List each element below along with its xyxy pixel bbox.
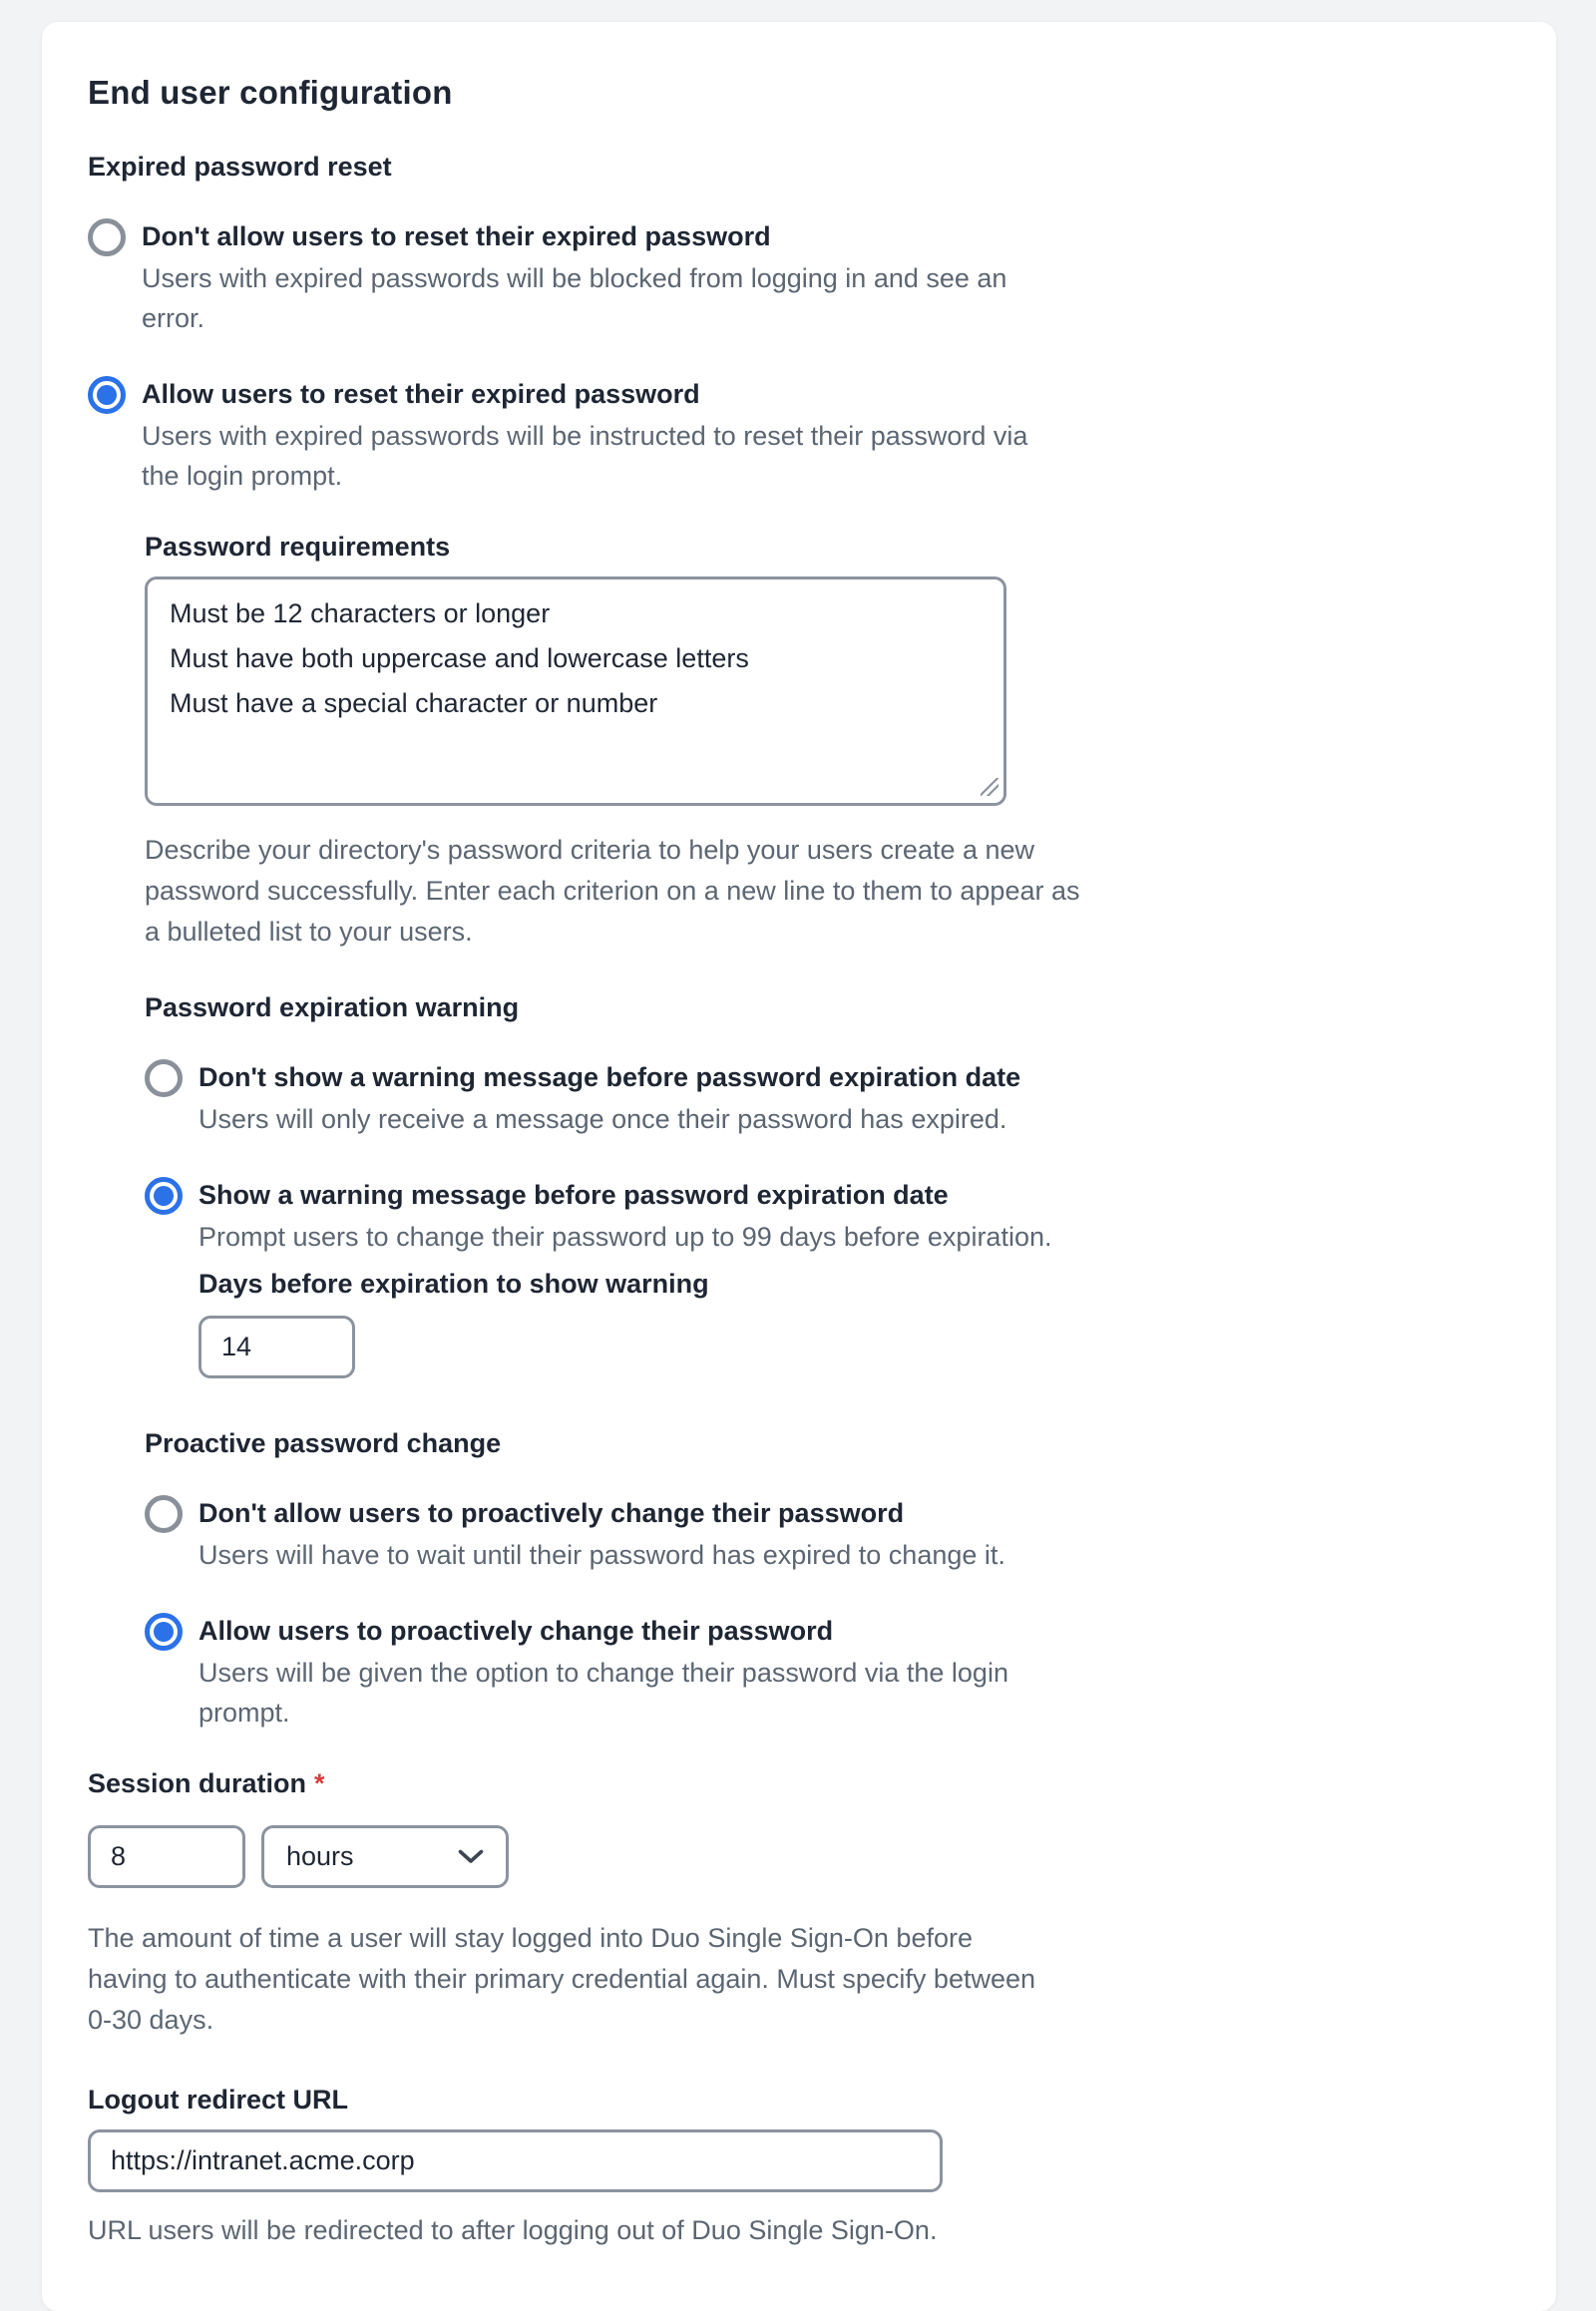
password-expiration-warning-label: Password expiration warning [145,992,520,1022]
option-text [142,216,1049,338]
session-duration-value-input[interactable] [88,1825,245,1888]
option-label: Allow users to reset their expired password [142,379,700,409]
option-label: Don't allow users to reset their expired password [142,221,771,251]
radio-dont-show-warning[interactable] [145,1059,183,1097]
end-user-configuration-card [42,22,1556,2311]
option-description: Prompt users to change their password up to 99 days before expiration. [199,1222,1052,1252]
option-label: Don't show a warning message before password expiration date [199,1062,1021,1092]
option-label: Show a warning message before password expiration date [199,1180,949,1210]
proactive-password-change-label: Proactive password change [145,1428,502,1458]
page-title: End user configuration [88,74,453,111]
radio-dont-allow-expired-reset[interactable] [88,218,126,256]
session-duration-label-text: Session duration [88,1768,307,1798]
option-allow-proactive-change[interactable] [145,1611,1510,1733]
option-description: Users will have to wait until their password has expired to change it. [199,1540,1005,1570]
option-text [199,1611,1106,1733]
password-requirements-label: Password requirements [145,532,451,562]
password-requirements-field [145,577,1006,806]
option-description: Users will be given the option to change their password via the login prompt. [199,1658,1008,1728]
chevron-down-icon [458,1849,484,1865]
option-text [142,374,1049,496]
expired-password-reset-label: Expired password reset [88,152,392,182]
option-allow-expired-reset[interactable] [88,374,1510,496]
radio-allow-proactive-change[interactable] [145,1613,183,1651]
option-description: Users with expired passwords will be blocked from logging in and see an error. [142,263,1007,333]
logout-redirect-url-label: Logout redirect URL [88,2085,348,2115]
option-show-warning[interactable] [145,1175,1510,1384]
option-text [199,1493,1005,1575]
option-label: Don't allow users to proactively change their password [199,1498,905,1528]
logout-redirect-url-input[interactable] [88,2129,943,2192]
option-text [199,1175,1051,1384]
option-description: Users will only receive a message once their password has expired. [199,1104,1007,1134]
selected-unit-label: hours [286,1841,354,1871]
option-label: Allow users to proactively change their password [199,1616,834,1646]
radio-dont-allow-proactive-change[interactable] [145,1495,183,1533]
option-text [199,1057,1020,1139]
days-before-expiration-label: Days before expiration to show warning [199,1269,709,1299]
option-dont-allow-expired-reset[interactable] [88,216,1510,338]
radio-show-warning[interactable] [145,1177,183,1215]
session-duration-label [88,1768,1510,1799]
days-before-expiration-input[interactable] [199,1316,355,1378]
password-requirements-textarea[interactable] [145,577,1006,806]
option-dont-show-warning[interactable] [145,1057,1510,1139]
expired-reset-settings-group [145,532,1510,1733]
required-asterisk: * [314,1768,325,1798]
radio-allow-expired-reset[interactable] [88,376,126,414]
password-requirements-help: Describe your directory's password criteria to help your users create a new password successfully. Enter each criterion on a new line to them to appear as a bulleted list to your users. [145,835,1080,947]
session-duration-help: The amount of time a user will stay logged into Duo Single Sign-On before having to authenticate with their primary credential again. Must specify between 0-30 days. [88,1923,1036,2035]
session-duration-controls [88,1825,1510,1888]
session-duration-unit-select[interactable] [261,1825,509,1888]
logout-redirect-url-help: URL users will be redirected to after logging out of Duo Single Sign-On. [88,2215,938,2245]
option-dont-allow-proactive-change[interactable] [145,1493,1510,1575]
option-description: Users with expired passwords will be instructed to reset their password via the login prompt. [142,421,1028,491]
